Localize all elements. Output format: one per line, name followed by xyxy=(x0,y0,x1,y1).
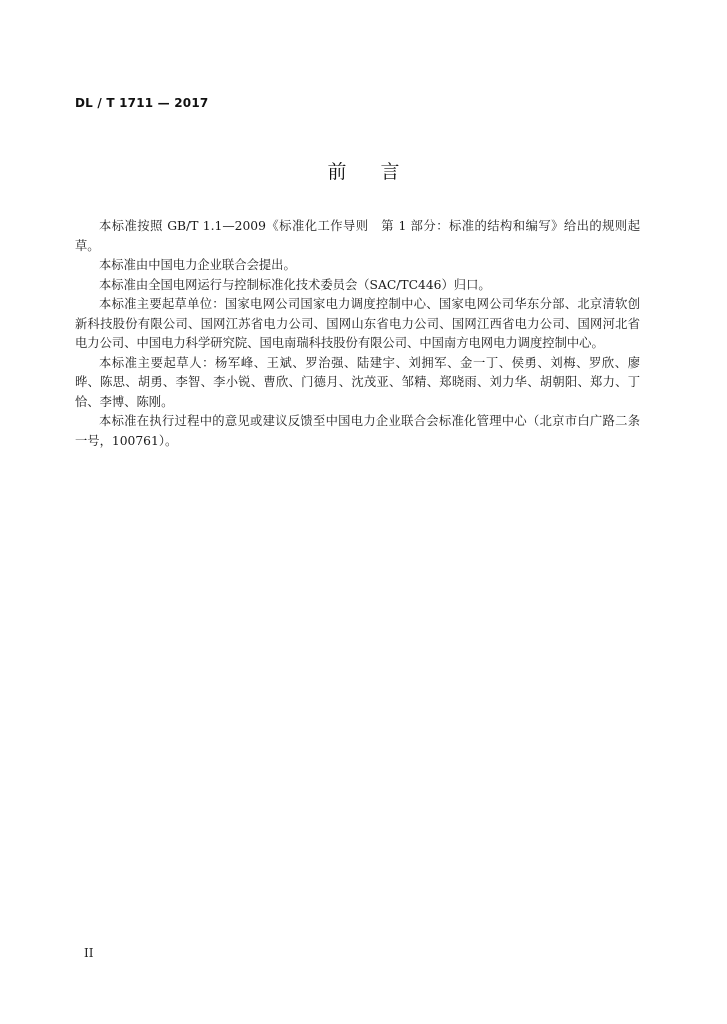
page-number: II xyxy=(84,946,94,960)
page-title: 前言 xyxy=(327,161,434,183)
paragraph-proposer: 本标准由中国电力企业联合会提出。 xyxy=(99,258,296,272)
paragraph-drafters: 本标准主要起草人：杨军峰、王斌、罗治强、陆建宇、刘拥军、金一丁、侯勇、刘梅、罗欣、廖晔、陈思、胡勇、李智、李小锐、曹欣、门德月、沈茂亚、邹精、郑晓雨、刘力华、胡朝阳、郑力、丁恰、李博、陈刚。 xyxy=(75,355,640,409)
standard-number: DL / T 1711 — 2017 xyxy=(75,96,209,110)
paragraph-feedback: 本标准在执行过程中的意见或建议反馈至中国电力企业联合会标准化管理中心（北京市白广路二条一号，100761）。 xyxy=(75,414,640,448)
paragraph-drafting-rules: 本标准按照 GB/T 1.1—2009《标准化工作导则 第 1 部分：标准的结构和编写》给出的规则起草。 xyxy=(75,219,640,253)
paragraph-technical-committee: 本标准由全国电网运行与控制标准化技术委员会（SAC/TC446）归口。 xyxy=(99,277,491,292)
foreword-body xyxy=(75,217,640,451)
paragraph-drafting-units: 本标准主要起草单位：国家电网公司国家电力调度控制中心、国家电网公司华东分部、北京清软创新科技股份有限公司、国网江苏省电力公司、国网山东省电力公司、国网江西省电力公司、国网河北省电力公司、中国电力科学研究院、国电南瑞科技股份有限公司、中国南方电网电力调度控制中心。 xyxy=(75,297,640,350)
